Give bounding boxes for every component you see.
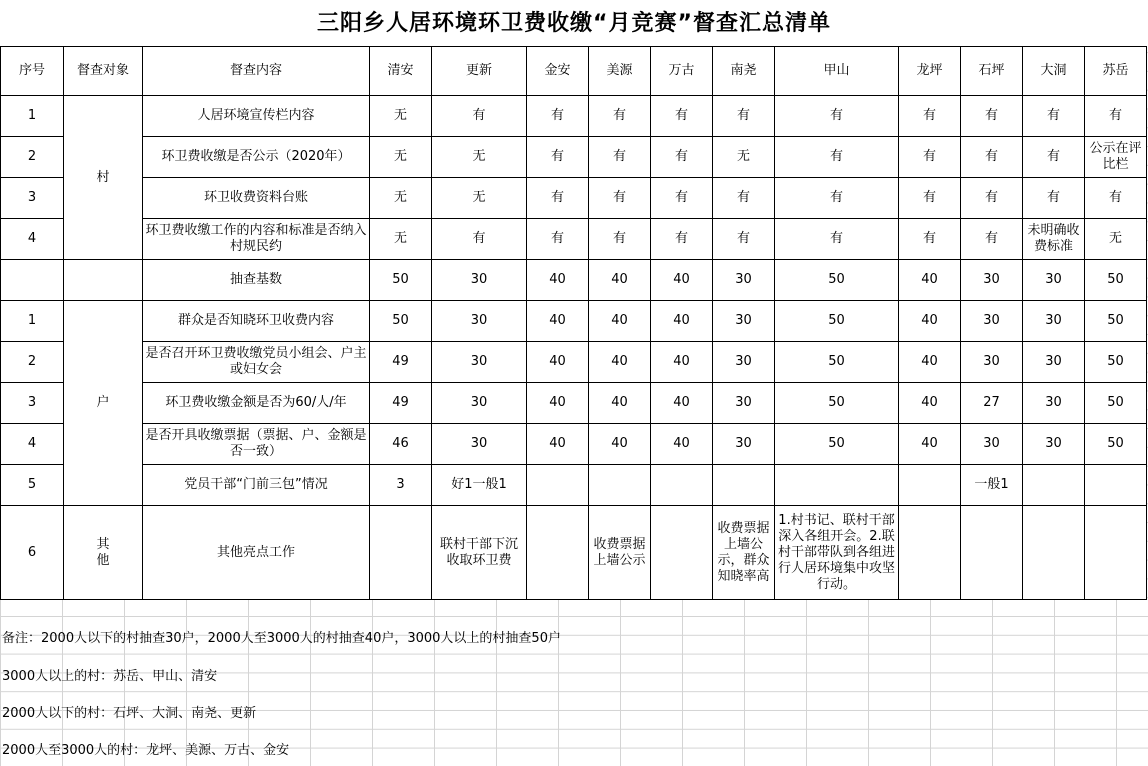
cell-value: 公示在评比栏 [1085,137,1147,178]
cell-value [370,506,432,600]
cell-value: 30 [713,383,775,424]
cell-value: 有 [432,96,527,137]
header-village: 更新 [432,47,527,96]
cell-value: 无 [713,137,775,178]
cell-value: 有 [899,96,961,137]
cell-value: 50 [1085,424,1147,465]
row-seq [1,260,64,301]
cell-value: 30 [432,342,527,383]
cell-value: 有 [775,178,899,219]
row-seq: 4 [1,219,64,260]
cell-value: 有 [775,137,899,178]
note-line: 3000人以上的村：苏岳、甲山、清安 [2,669,218,684]
cell-value: 有 [589,178,651,219]
cell-value: 一般1 [961,465,1023,506]
cell-value: 30 [1023,342,1085,383]
row-item: 环卫费收缴工作的内容和标准是否纳入村规民约 [143,219,370,260]
cell-value: 50 [775,342,899,383]
cell-value: 40 [899,342,961,383]
cell-value: 40 [527,260,589,301]
header-village: 石坪 [961,47,1023,96]
cell-value: 30 [1023,424,1085,465]
cell-value: 50 [370,301,432,342]
row-item: 党员干部“门前三包”情况 [143,465,370,506]
cell-value [589,465,651,506]
header-target: 督查对象 [64,47,143,96]
cell-value [713,465,775,506]
summary-table [0,46,1147,600]
cell-value: 好1一般1 [432,465,527,506]
cell-value: 有 [1023,137,1085,178]
table-row [1,342,1147,383]
cell-value: 有 [651,219,713,260]
row-seq: 3 [1,178,64,219]
cell-value: 50 [1085,260,1147,301]
cell-value: 3 [370,465,432,506]
cell-value [651,506,713,600]
cell-value: 无 [370,178,432,219]
table-row [1,137,1147,178]
cell-value: 有 [1023,178,1085,219]
header-village: 万古 [651,47,713,96]
cell-value: 有 [651,96,713,137]
cell-value: 无 [432,137,527,178]
cell-value: 40 [527,342,589,383]
cell-value: 40 [651,342,713,383]
cell-value: 有 [589,137,651,178]
cell-value: 40 [527,424,589,465]
table-row [1,424,1147,465]
cell-value: 有 [775,219,899,260]
row-seq: 4 [1,424,64,465]
cell-value: 30 [713,301,775,342]
group-village: 村 [64,96,143,260]
cell-value: 有 [651,137,713,178]
cell-value: 无 [1085,219,1147,260]
cell-value: 40 [589,342,651,383]
cell-value: 30 [432,383,527,424]
row-seq: 1 [1,96,64,137]
cell-value: 30 [1023,383,1085,424]
cell-value: 有 [961,137,1023,178]
cell-value: 40 [651,301,713,342]
header-village: 甲山 [775,47,899,96]
cell-value: 30 [961,424,1023,465]
cell-value: 50 [370,260,432,301]
cell-value: 有 [899,137,961,178]
cell-value: 有 [1085,96,1147,137]
cell-value [899,465,961,506]
sheet-title: 三阳乡人居环境环卫费收缴“月竞赛”督查汇总清单 [317,11,831,36]
cell-value: 30 [713,342,775,383]
header-village: 美源 [589,47,651,96]
cell-value: 40 [899,301,961,342]
cell-value [651,465,713,506]
table-row [1,260,1147,301]
cell-value: 40 [527,383,589,424]
group-other-label: 其他 [96,536,110,568]
cell-value: 40 [651,424,713,465]
cell-value [899,506,961,600]
table-row [1,465,1147,506]
cell-value: 40 [589,424,651,465]
cell-value: 49 [370,342,432,383]
cell-value: 有 [432,219,527,260]
table-row [1,96,1147,137]
cell-value: 30 [713,260,775,301]
cell-value: 1.村书记、联村干部深入各组开会。2.联村干部带队到各组进行人居环境集中攻坚行动。 [775,506,899,600]
cell-value: 有 [899,178,961,219]
table-row [1,383,1147,424]
header-seq: 序号 [1,47,64,96]
cell-value: 40 [899,260,961,301]
cell-value: 联村干部下沉收取环卫费 [432,506,527,600]
note-line: 2000人至3000人的村：龙坪、美源、万古、金安 [2,743,290,758]
cell-value [1023,465,1085,506]
cell-value: 无 [370,219,432,260]
cell-value: 40 [899,383,961,424]
header-row [1,47,1147,96]
cell-value [1085,465,1147,506]
cell-value [775,465,899,506]
cell-value: 30 [961,301,1023,342]
cell-value: 有 [713,96,775,137]
row-seq: 3 [1,383,64,424]
cell-value: 收费票据上墙公示 [589,506,651,600]
group-empty [64,260,143,301]
cell-value: 46 [370,424,432,465]
cell-value [1023,506,1085,600]
cell-value: 40 [899,424,961,465]
cell-value: 有 [713,178,775,219]
table-row [1,219,1147,260]
cell-value [527,506,589,600]
cell-value [1085,506,1147,600]
cell-value: 30 [713,424,775,465]
note-line: 2000人以下的村：石坪、大洞、南尧、更新 [2,706,257,721]
cell-value: 有 [961,219,1023,260]
cell-value [527,465,589,506]
cell-value: 有 [527,137,589,178]
group-household: 户 [64,301,143,506]
table-row [1,178,1147,219]
cell-value: 收费票据上墙公示，群众知晓率高 [713,506,775,600]
table-row [1,506,1147,600]
cell-value: 有 [1023,96,1085,137]
cell-value: 30 [1023,260,1085,301]
row-item: 抽查基数 [143,260,370,301]
cell-value: 无 [370,137,432,178]
cell-value: 30 [432,260,527,301]
header-village: 大洞 [1023,47,1085,96]
header-village: 清安 [370,47,432,96]
cell-value: 有 [961,178,1023,219]
header-content: 督查内容 [143,47,370,96]
row-item: 群众是否知晓环卫收费内容 [143,301,370,342]
cell-value: 50 [1085,301,1147,342]
cell-value: 30 [1023,301,1085,342]
cell-value [961,506,1023,600]
group-other [64,506,143,600]
cell-value: 有 [527,178,589,219]
cell-value: 49 [370,383,432,424]
cell-value: 50 [1085,383,1147,424]
cell-value: 40 [589,301,651,342]
row-seq: 2 [1,342,64,383]
cell-value: 有 [775,96,899,137]
row-item: 环卫费收缴金额是否为60/人/年 [143,383,370,424]
row-item: 人居环境宣传栏内容 [143,96,370,137]
header-village: 金安 [527,47,589,96]
header-village: 龙坪 [899,47,961,96]
row-item: 环卫费收缴是否公示（2020年） [143,137,370,178]
cell-value: 50 [775,260,899,301]
header-village: 苏岳 [1085,47,1147,96]
cell-value: 50 [775,424,899,465]
cell-value: 有 [1085,178,1147,219]
cell-value: 50 [775,383,899,424]
row-item: 环卫收费资料台账 [143,178,370,219]
cell-value: 有 [527,219,589,260]
row-seq: 5 [1,465,64,506]
cell-value: 有 [589,219,651,260]
cell-value: 40 [527,301,589,342]
row-seq: 2 [1,137,64,178]
cell-value: 40 [651,383,713,424]
header-village: 南尧 [713,47,775,96]
cell-value: 有 [961,96,1023,137]
cell-value: 30 [432,301,527,342]
cell-value: 30 [432,424,527,465]
cell-value: 40 [651,260,713,301]
cell-value: 未明确收费标准 [1023,219,1085,260]
cell-value: 30 [961,260,1023,301]
cell-value: 27 [961,383,1023,424]
row-seq: 6 [1,506,64,600]
cell-value: 有 [589,96,651,137]
cell-value: 有 [899,219,961,260]
cell-value: 有 [713,219,775,260]
cell-value: 无 [432,178,527,219]
row-item: 其他亮点工作 [143,506,370,600]
row-item: 是否召开环卫费收缴党员小组会、户主或妇女会 [143,342,370,383]
cell-value: 30 [961,342,1023,383]
cell-value: 无 [370,96,432,137]
row-item: 是否开具收缴票据（票据、户、金额是否一致） [143,424,370,465]
cell-value: 有 [651,178,713,219]
cell-value: 有 [527,96,589,137]
cell-value: 50 [1085,342,1147,383]
cell-value: 50 [775,301,899,342]
note-line: 备注：2000人以下的村抽查30户，2000人至3000人的村抽查40户，3000人以上的村抽查50户 [2,631,561,646]
row-seq: 1 [1,301,64,342]
table-row [1,301,1147,342]
cell-value: 40 [589,383,651,424]
cell-value: 40 [589,260,651,301]
